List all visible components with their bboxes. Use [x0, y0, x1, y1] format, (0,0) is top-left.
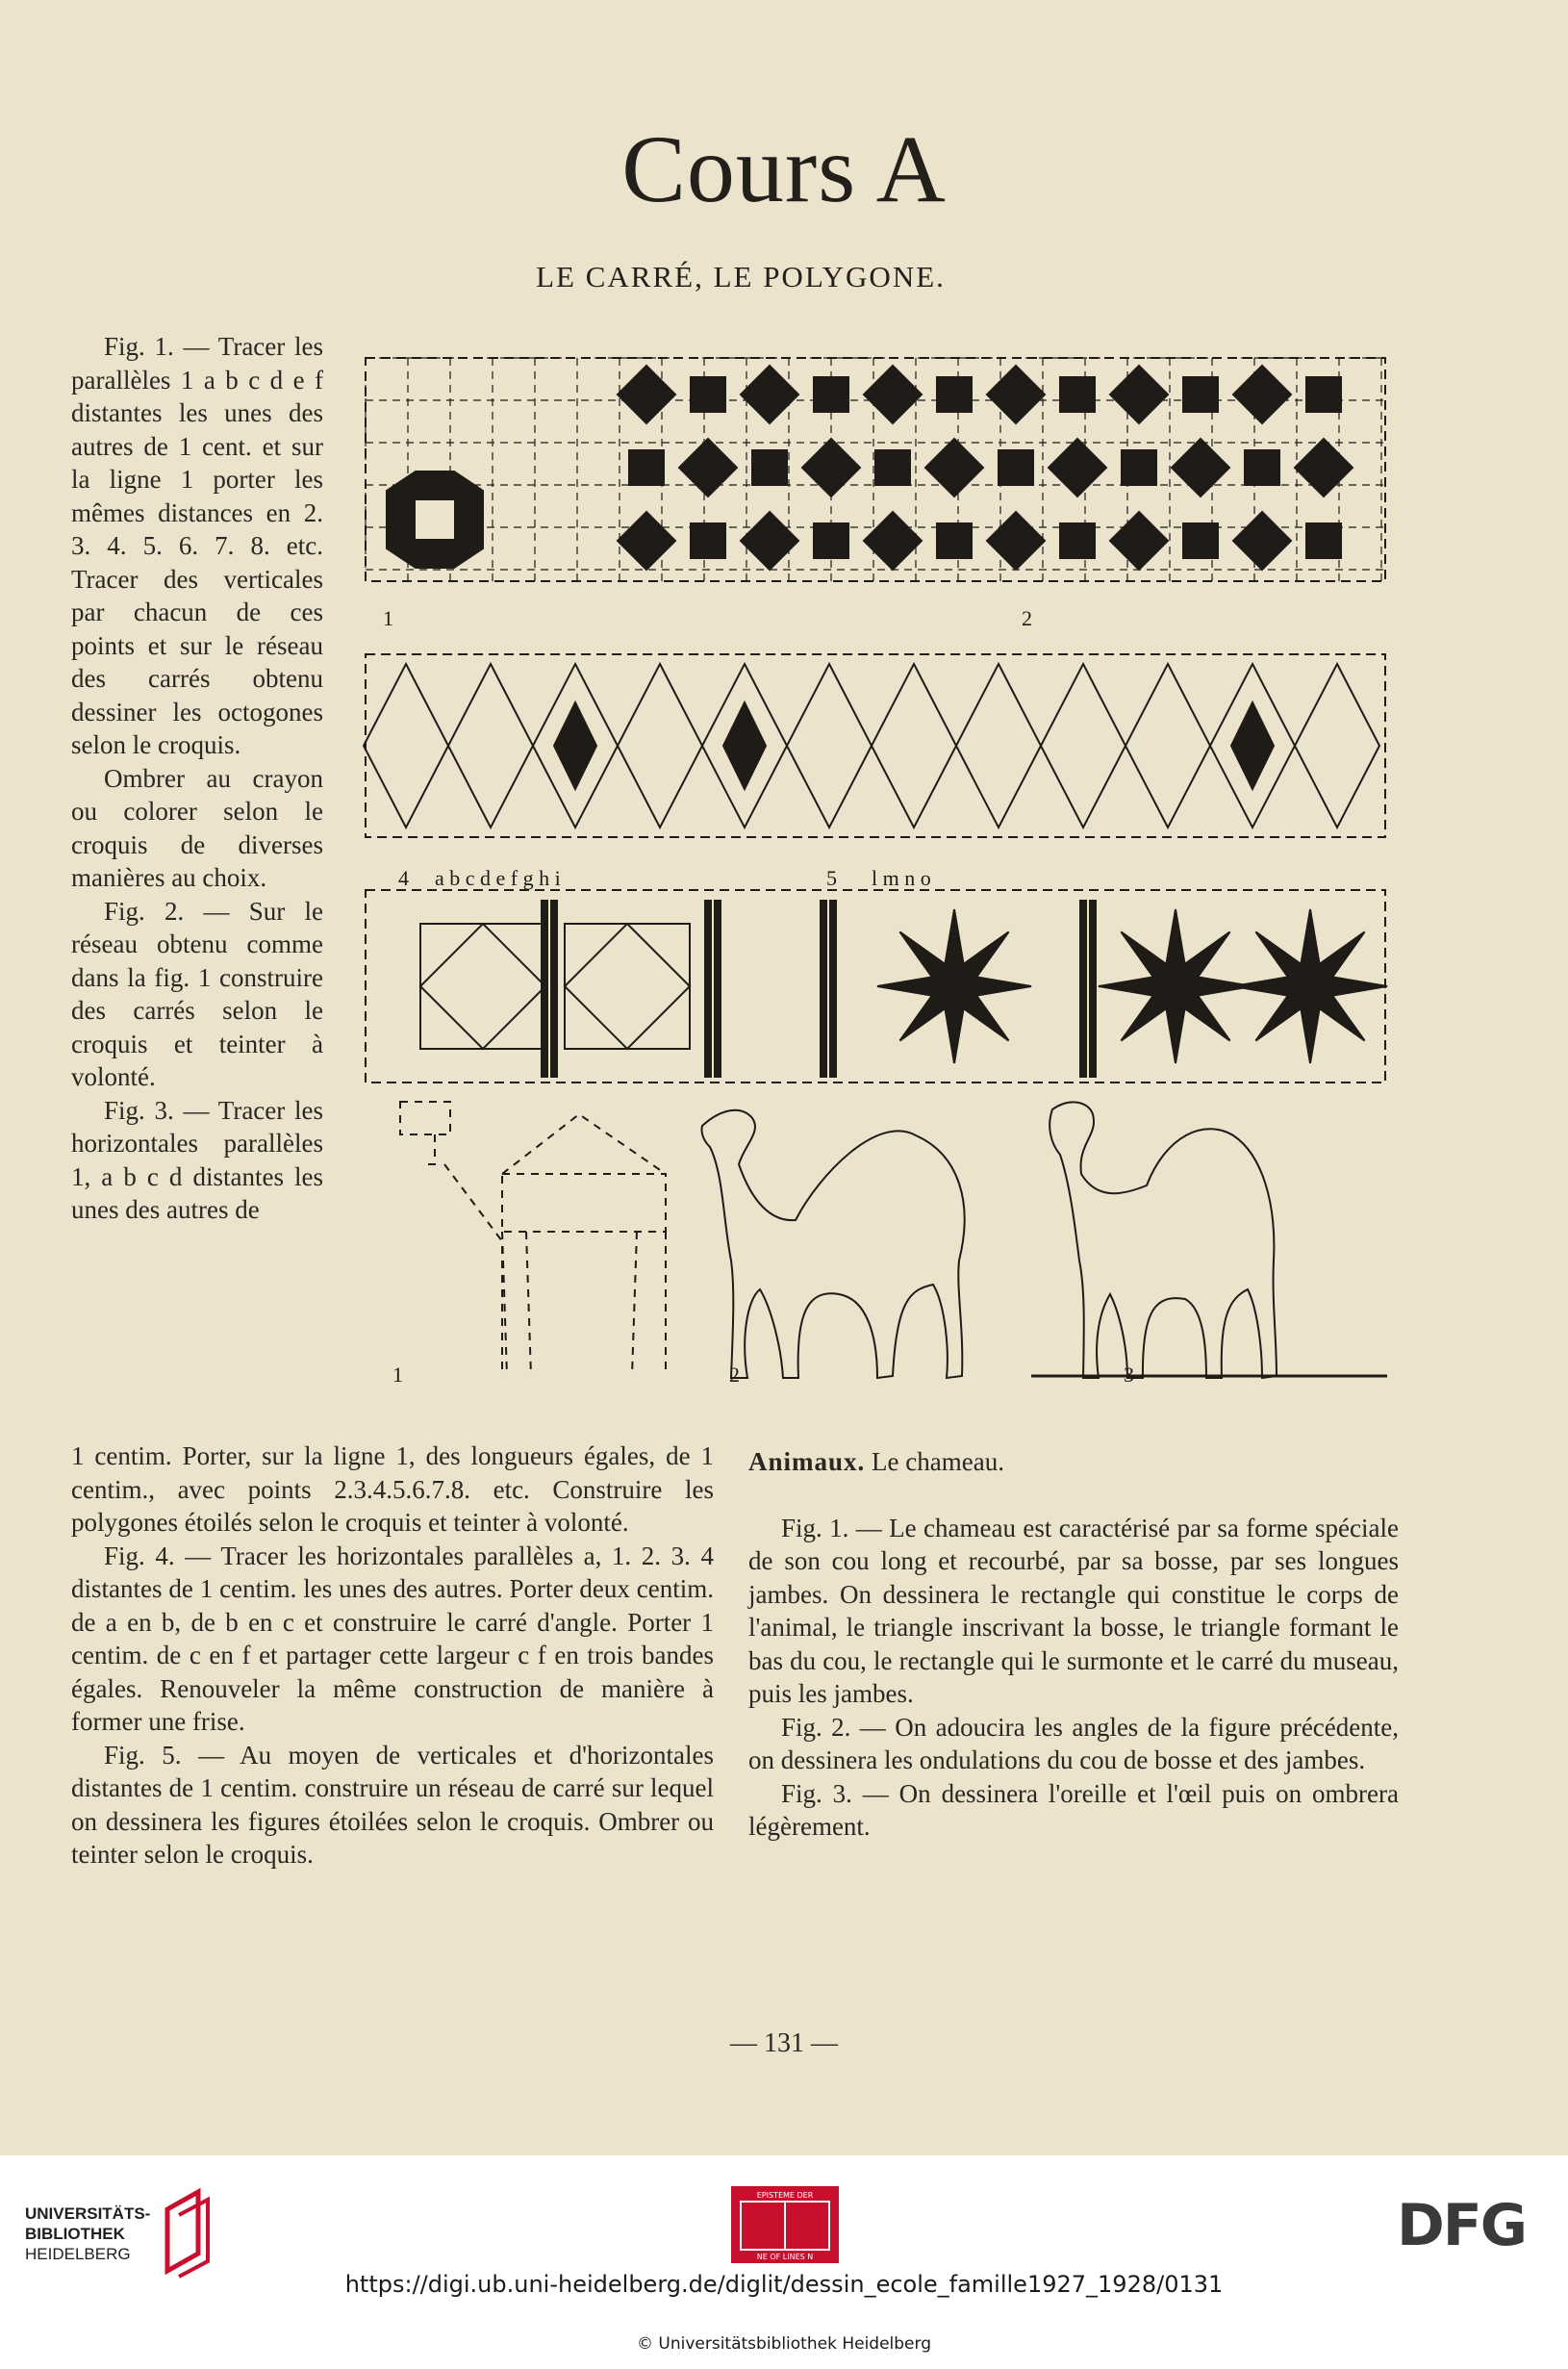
camel-fig2: [701, 1110, 964, 1378]
copyright-notice: © Universitätsbibliothek Heidelberg: [636, 2334, 931, 2354]
fig4-5-square-frieze: [366, 890, 1387, 1083]
dfg-logo[interactable]: DFG: [1397, 2192, 1527, 2259]
camel-circle-1: 1: [392, 1363, 403, 1387]
fig1-circle-label-2: 2: [1022, 606, 1032, 630]
camel-circle-3: 3: [1124, 1363, 1134, 1387]
fig5-circle-label: 5: [826, 866, 837, 890]
geometric-figures: [358, 337, 1397, 1414]
fig1-octagon-frieze: [366, 358, 1385, 581]
paragraph-fig3-start: Fig. 3. — Tracer les horizontales parallèles 1, a b c d distantes les unes des autres de: [71, 1095, 323, 1224]
camel-fig1: [400, 1102, 666, 1376]
paragraph-fig1: Fig. 1. — Tracer les parallèles 1 a b c d e f distantes les unes des autres de 1 cent. et sur la ligne 1 porter les mêmes distances en 2. 3. 4. 5. 6. 7. 8. etc. Tracer des verticales par chacun de ces points et sur le réseau des carrés obtenu dessiner les octogones selon le croquis.: [71, 332, 323, 759]
episteme-logo[interactable]: [731, 2186, 839, 2263]
episteme-text-top: EPISTEME DER: [756, 2191, 814, 2200]
fig3-lozenge-frieze: [364, 654, 1385, 837]
paragraph-camel-fig1: Fig. 1. — Le chameau est caractérisé par sa forme spéciale de son cou long et recourbé, par sa bosse, par ses longues jambes. On dessinera le rectangle qui constitue le corps de l'animal, le triangle inscrivant la bosse, le triangle formant le bas du cou, le rectangle qui le surmonte et le carré du museau, puis les jambes.: [748, 1513, 1399, 1708]
page-subtitle: LE CARRÉ, LE POLYGONE.: [536, 260, 946, 293]
fig4-circle-label: 4: [398, 866, 409, 890]
episteme-text-bottom: NE OF LINES N: [756, 2253, 814, 2261]
permalink-url[interactable]: https://digi.ub.uni-heidelberg.de/diglit/dessin_ecole_famille1927_1928/0131: [344, 2271, 1224, 2298]
fig5-letters: l m n o: [872, 866, 931, 890]
library-logo[interactable]: [25, 2203, 179, 2264]
paragraph-camel-fig2: Fig. 2. — On adoucira les angles de la figure précédente, on dessinera les ondulations du cou de bosse et des jambes.: [748, 1712, 1399, 1774]
page-number: — 131 —: [730, 2028, 838, 2058]
camel-construction: [400, 1102, 1387, 1378]
paragraph-fig4: Fig. 4. — Tracer les horizontales parallèles a, 1. 2. 3. 4 distantes de 1 centim. les unes des autres. Porter deux centim. de a en b, de b en c et construire le carré d'angle. Porter 1 centim. de c en f et partager cette largeur c f en trois bandes égales. Renouveler la même construction de manière à former une frise.: [71, 1541, 714, 1736]
paragraph-fig2: Fig. 2. — Sur le réseau obtenu comme dans la fig. 1 construire des carrés selon le croquis et teinter à volonté.: [71, 896, 323, 1091]
fig4-top-letters: a b c d e f g h i: [435, 866, 561, 890]
fig1-circle-label: 1: [383, 606, 393, 630]
library-line-1: UNIVERSITÄTS-: [25, 2204, 151, 2223]
narrow-text-column: [71, 330, 323, 1227]
paragraph-fig5: Fig. 5. — Au moyen de verticales et d'horizontales distantes de 1 centim. construire un réseau de carré sur lequel on dessinera les figures étoilées selon le croquis. Ombrer ou teinter selon le croquis.: [71, 1740, 714, 1869]
paragraph-fig3-end: 1 centim. Porter, sur la ligne 1, des longueurs égales, de 1 centim., avec points 2.3.4.5.6.7.8. etc. Construire les polygones étoilés selon le croquis et teinter à volonté.: [71, 1441, 714, 1537]
library-line-2: BIBLIOTHEK: [25, 2225, 125, 2243]
library-line-3: HEIDELBERG: [25, 2245, 131, 2263]
page-title: Cours A: [621, 115, 947, 222]
section-heading-bold: Animaux.: [748, 1447, 866, 1476]
paragraph-shading: Ombrer au crayon ou colorer selon le croquis de diverses manières au choix.: [71, 763, 323, 892]
section-heading-rest: Le chameau.: [865, 1447, 1004, 1476]
library-mark-icon: [160, 2186, 217, 2282]
right-text-column: [748, 1445, 1399, 1844]
camel-fig3: [1031, 1102, 1387, 1378]
camel-circle-2: 2: [729, 1363, 740, 1387]
section-heading: [748, 1445, 1399, 1479]
left-text-column: [71, 1439, 714, 1872]
paragraph-camel-fig3: Fig. 3. — On dessinera l'oreille et l'œil puis on ombrera légèrement.: [748, 1778, 1399, 1841]
